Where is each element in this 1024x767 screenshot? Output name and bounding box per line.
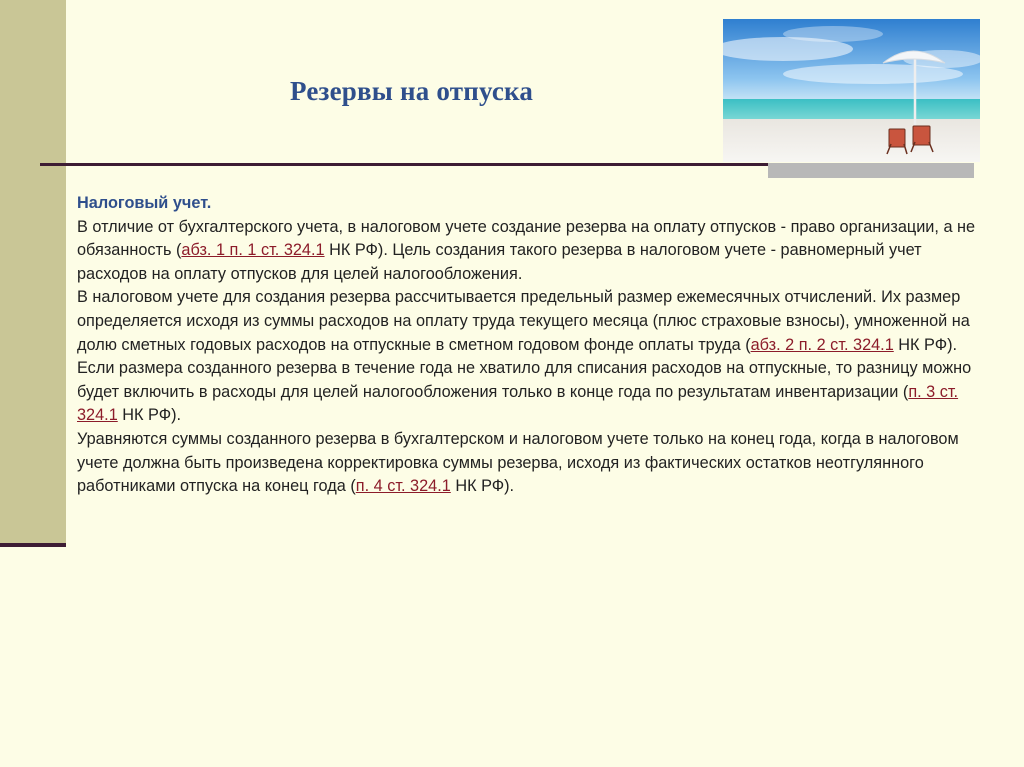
law-link-4[interactable]: п. 4 ст. 324.1 bbox=[355, 477, 451, 496]
paragraph-3 bbox=[77, 428, 992, 499]
paragraph-3-text-a: Уравняются суммы созданного резерва в бухгалтерском и налоговом учете только на конец года, когда в налоговом учете должна быть произведена корректировка суммы резерва, исходя из фактических остатков неотгулянного работниками отпуска на конец года ( bbox=[77, 429, 959, 496]
paragraph-1-text-a: В отличие от бухгалтерского учета, в налоговом учете создание резерва на оплату отпусков - право организации, а не обязанность ( bbox=[77, 217, 976, 260]
law-link-2[interactable]: абз. 2 п. 2 ст. 324.1 bbox=[750, 335, 894, 354]
photo-shadow-bar bbox=[768, 163, 974, 178]
body-text bbox=[77, 192, 992, 499]
paragraph-2-text-a: В налоговом учете для создания резерва рассчитывается предельный размер ежемесячных отчислений. Их размер определяется исходя из суммы расходов на оплату труда текущего месяца (плюс страховые взносы), умноженной на долю сметных годовых расходов на отпускные в сметном годовом фонде оплаты труда ( bbox=[77, 288, 970, 354]
paragraph-3-text-b: НК РФ). bbox=[450, 477, 515, 496]
section-heading: Налоговый учет. bbox=[77, 194, 212, 212]
paragraph-2 bbox=[77, 286, 992, 428]
paragraph-1-text-b: НК РФ). Цель создания такого резерва в налоговом учете - равномерный учет расходов на оплату отпусков для целей налогообложения. bbox=[77, 241, 922, 283]
paragraph-2-text-c: НК РФ). bbox=[117, 406, 182, 425]
beach-photo bbox=[723, 19, 980, 162]
left-accent-bar bbox=[0, 0, 66, 545]
law-link-1[interactable]: абз. 1 п. 1 ст. 324.1 bbox=[181, 241, 325, 260]
left-divider-line bbox=[0, 543, 66, 547]
slide-title: Резервы на отпуска bbox=[290, 76, 534, 106]
law-link-3[interactable]: п. 3 ст. 324.1 bbox=[77, 382, 959, 425]
paragraph-1 bbox=[77, 216, 992, 287]
paragraph-2-text-b: НК РФ). Если размера созданного резерва в течение года не хватило для списания расходов на отпускные, то разницу можно будет включить в расходы для целей налогообложения только в конце года по результатам инвентаризации ( bbox=[77, 335, 972, 401]
